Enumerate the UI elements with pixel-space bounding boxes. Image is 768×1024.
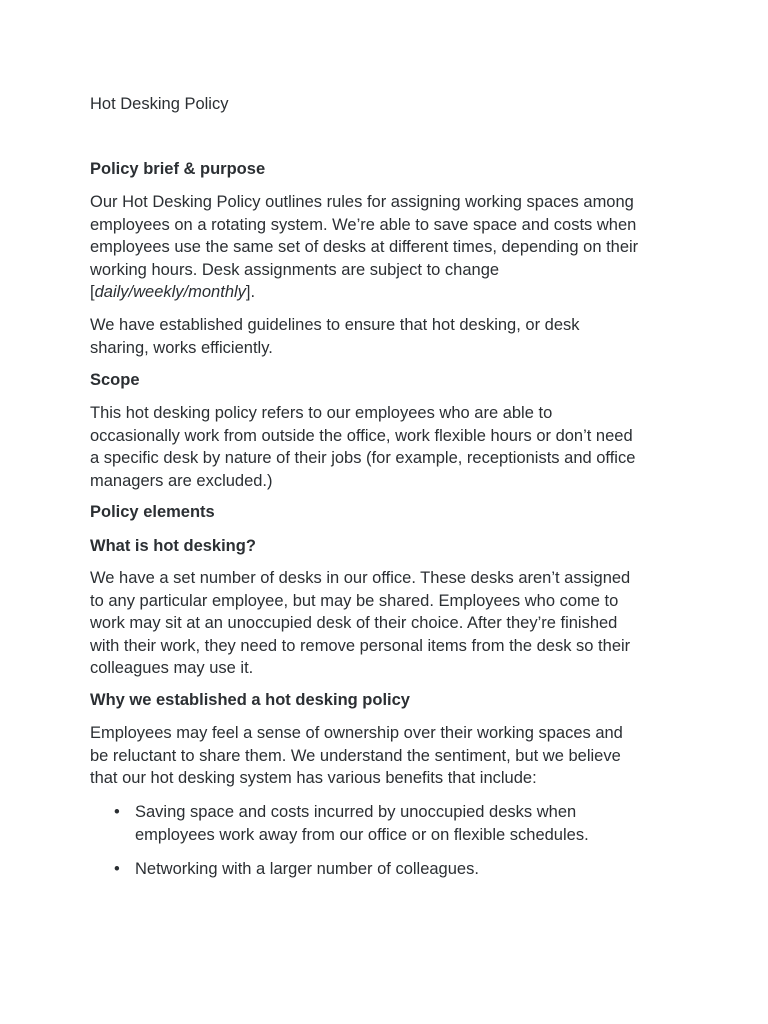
schedule-placeholder: daily/weekly/monthly <box>94 283 246 301</box>
text-line: colleagues may use it. <box>90 659 254 677</box>
section-heading-scope: Scope <box>90 371 140 389</box>
bullet-icon: • <box>114 803 120 821</box>
text-line: Our Hot Desking Policy outlines rules for assigning working spaces among <box>90 193 634 211</box>
text-line: work may sit at an unoccupied desk of their choice. After they’re finished <box>90 614 618 632</box>
text-line: employees use the same set of desks at different times, depending on their <box>90 238 639 256</box>
section-heading-policy-brief: Policy brief & purpose <box>90 160 266 178</box>
text-line: a specific desk by nature of their jobs (for example, receptionists and office <box>90 449 636 467</box>
text-line: with their work, they need to remove personal items from the desk so their <box>90 636 631 655</box>
paragraph-policy-brief-1 <box>90 191 690 304</box>
document-title: Hot Desking Policy <box>90 95 229 113</box>
text-line: occasionally work from outside the office, work flexible hours or don’t need <box>90 426 633 445</box>
paragraph-what-is-hot-desking <box>90 567 690 680</box>
text-line: Saving space and costs incurred by unoccupied desks when <box>135 803 577 821</box>
section-heading-policy-elements: Policy elements <box>90 503 215 521</box>
text-line: managers are excluded.) <box>90 471 273 490</box>
subheading-what-is-hot-desking: What is hot desking? <box>90 537 256 555</box>
text-line: sharing, works efficiently. <box>90 338 273 357</box>
text-line: This hot desking policy refers to our employees who are able to <box>90 404 553 422</box>
text-line: to any particular employee, but may be shared. Employees who come to <box>90 591 619 610</box>
bracket-close: ]. <box>245 283 256 301</box>
text-line <box>90 281 690 304</box>
paragraph-why-established <box>90 722 690 790</box>
text-line: Employees may feel a sense of ownership over their working spaces and <box>90 724 623 742</box>
subheading-why-established: Why we established a hot desking policy <box>90 691 410 709</box>
list-item-text <box>135 858 479 881</box>
text-line: Networking with a larger number of colleagues. <box>135 860 479 878</box>
text-line: We have established guidelines to ensure that hot desking, or desk <box>90 316 580 334</box>
text-line: employees work away from our office or on flexible schedules. <box>135 825 589 844</box>
bullet-icon: • <box>114 860 120 878</box>
bracket-open: [ <box>90 283 95 301</box>
text-line: be reluctant to share them. We understand the sentiment, but we believe <box>90 746 621 765</box>
text-line: working hours. Desk assignments are subject to change <box>90 260 500 279</box>
text-line: that our hot desking system has various benefits that include: <box>90 769 537 787</box>
text-line: employees on a rotating system. We’re able to save space and costs when <box>90 215 637 234</box>
paragraph-policy-brief-2 <box>90 314 690 359</box>
text-line: We have a set number of desks in our office. These desks aren’t assigned <box>90 569 631 587</box>
paragraph-scope <box>90 402 690 492</box>
list-item-text <box>135 801 589 846</box>
